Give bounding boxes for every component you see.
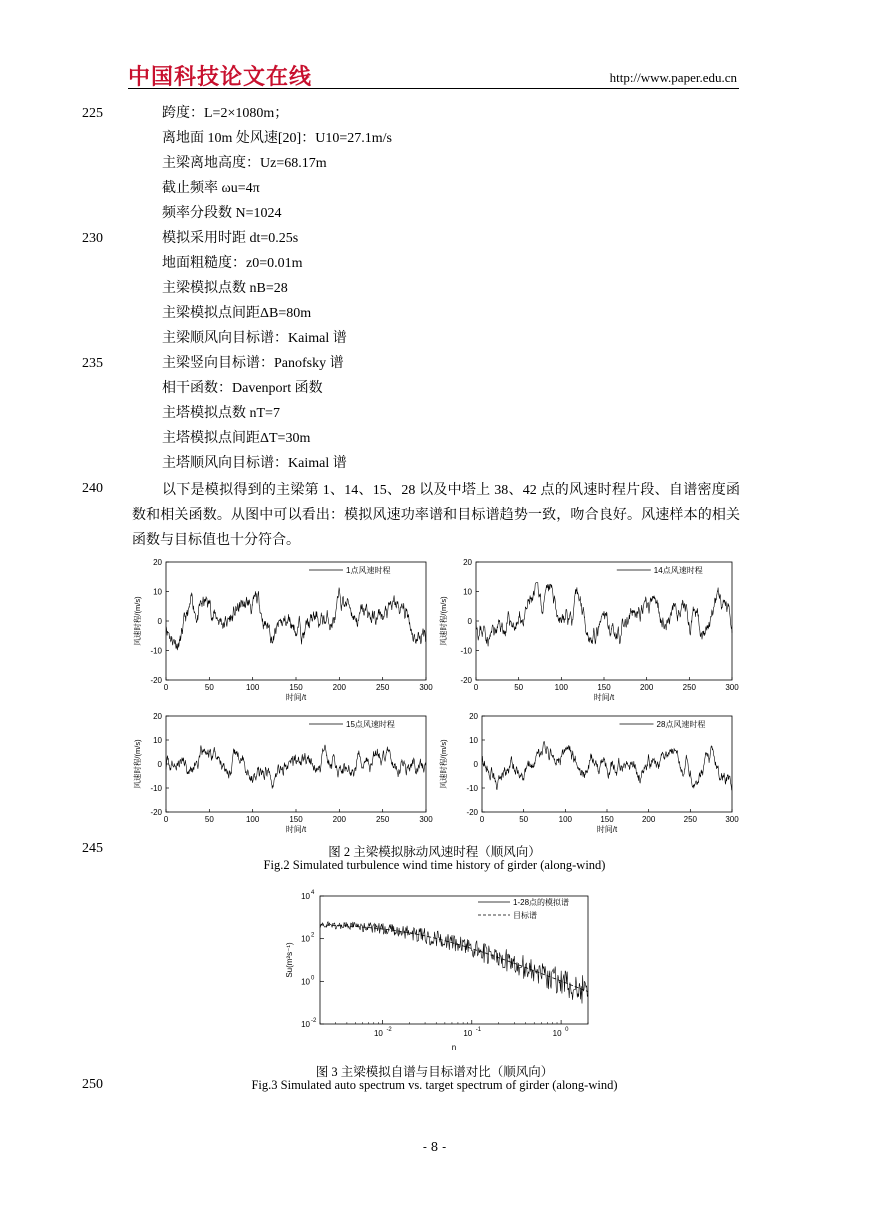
x-axis-label: 时间/t [593, 693, 615, 702]
x-axis-label: 时间/t [285, 693, 307, 702]
chart-wind-history-15 [128, 706, 438, 840]
series-line [482, 741, 732, 790]
x-tick-label: 50 [514, 683, 524, 692]
series-line-target [320, 925, 588, 992]
x-tick-label: 100 [245, 815, 260, 824]
x-tick-label: 100 [245, 683, 260, 692]
line-number: 225 [82, 106, 103, 121]
x-tick-label: 10 [552, 1029, 562, 1038]
x-axis-label: 时间/t [596, 825, 618, 834]
y-axis-label: 风速时程/(m/s) [439, 596, 448, 646]
param-line: 主梁竖向目标谱：Panofsky 谱 [162, 356, 344, 371]
x-tick-exponent: -2 [386, 1027, 392, 1033]
y-tick-exponent: 2 [311, 932, 315, 939]
x-tick-label: 10 [373, 1029, 383, 1038]
logo-rest-text: 科技论文在线 [174, 65, 313, 90]
x-tick-label: 150 [289, 815, 303, 824]
y-axis-label: 风速时程/(m/s) [133, 739, 142, 789]
x-tick-label: 200 [639, 683, 654, 692]
page-number: - 8 - [422, 1140, 447, 1154]
y-tick-exponent: 0 [311, 975, 315, 982]
param-line: 主梁模拟点数 nB=28 [162, 281, 288, 296]
journal-logo [128, 60, 312, 91]
header-divider [128, 88, 739, 89]
y-tick-label: 0 [467, 617, 472, 626]
param-line: 主梁离地高度：Uz=68.17m [162, 156, 327, 171]
x-tick-label: 250 [375, 815, 390, 824]
legend-label: 28点风速时程 [656, 720, 706, 729]
fig3-caption-cn: 图 3 主梁模拟自谱与目标谱对比（顺风向） [315, 1065, 554, 1079]
y-tick-label: -20 [150, 808, 162, 817]
y-tick-label: -20 [460, 676, 472, 685]
x-tick-label: 200 [641, 815, 656, 824]
x-tick-label: 10 [463, 1029, 473, 1038]
x-tick-label: 150 [597, 683, 611, 692]
param-line: 跨度：L=2×1080m； [162, 106, 289, 121]
y-tick-label: 10 [153, 587, 162, 597]
x-tick-label: 300 [725, 815, 739, 824]
y-tick-label: 10 [469, 736, 478, 745]
y-tick-label: 0 [473, 760, 478, 769]
plot-frame [320, 896, 588, 1024]
x-tick-label: 0 [479, 815, 485, 824]
y-tick-label: -10 [466, 784, 478, 793]
y-tick-label: 0 [157, 617, 162, 626]
param-line: 频率分段数 N=1024 [162, 206, 282, 221]
y-tick-label: 0 [157, 760, 162, 769]
y-tick-label: -20 [466, 808, 478, 817]
x-tick-label: 300 [419, 683, 433, 692]
plot-frame [476, 562, 732, 680]
legend-label-target: 目标谱 [513, 911, 537, 920]
chart-auto-spectrum [270, 882, 610, 1058]
x-tick-label: 50 [204, 815, 214, 824]
legend-label: 1点风速时程 [346, 566, 391, 575]
legend-label: 14点风速时程 [653, 566, 703, 575]
y-tick-label: -10 [150, 784, 162, 793]
chart-wind-history-1 [128, 552, 438, 707]
x-tick-label: 0 [163, 815, 169, 824]
fig2-caption-en: Fig.2 Simulated turbulence wind time history of girder (along-wind) [263, 858, 606, 872]
param-line: 地面粗糙度：z0=0.01m [162, 256, 303, 271]
chart-wind-history-14 [434, 552, 744, 707]
param-line: 主塔顺风向目标谱：Kaimal 谱 [162, 456, 347, 471]
x-axis-label: n [451, 1043, 457, 1052]
fig2-caption-cn: 图 2 主梁模拟脉动风速时程（顺风向） [328, 845, 541, 859]
x-tick-exponent: 0 [565, 1027, 569, 1033]
series-line-simulated [320, 922, 588, 1004]
y-tick-label: 20 [469, 712, 478, 721]
y-tick-exponent: -2 [311, 1018, 317, 1024]
fig3-caption-en: Fig.3 Simulated auto spectrum vs. target spectrum of girder (along-wind) [251, 1078, 618, 1092]
y-tick-label: 10 [301, 934, 310, 944]
logo-red-text: 中国 [128, 65, 175, 90]
series-line [166, 588, 426, 650]
param-line: 主梁顺风向目标谱：Kaimal 谱 [162, 331, 347, 346]
x-axis-label: 时间/t [285, 825, 307, 834]
y-tick-label: 20 [463, 558, 472, 567]
y-tick-label: 10 [301, 977, 310, 987]
y-tick-label: 10 [463, 587, 472, 597]
y-axis-label: Su(m²s⁻¹) [285, 942, 294, 978]
y-tick-label: 20 [153, 558, 162, 567]
chart-wind-history-28 [434, 706, 744, 840]
param-line: 主塔模拟点间距ΔT=30m [162, 431, 311, 446]
param-line: 主梁模拟点间距ΔB=80m [162, 306, 312, 321]
x-tick-label: 100 [554, 683, 569, 692]
x-tick-exponent: -1 [475, 1027, 482, 1033]
y-tick-label: 20 [153, 712, 162, 721]
x-tick-label: 250 [683, 815, 698, 824]
y-tick-label: 10 [301, 892, 310, 901]
legend-label: 15点风速时程 [346, 720, 395, 729]
x-tick-label: 200 [332, 815, 347, 824]
param-line: 相干函数：Davenport 函数 [162, 381, 323, 396]
x-tick-label: 50 [519, 815, 529, 824]
legend-label-simulated: 1-28点的模拟谱 [513, 898, 570, 907]
x-tick-label: 300 [725, 683, 739, 692]
line-number: 245 [82, 841, 103, 856]
line-number: 240 [82, 481, 103, 496]
body-paragraph: 以下是模拟得到的主梁第 1、14、15、28 以及中塔上 38、42 点的风速时程片段、自谱密度函数和相关函数。从图中可以看出：模拟风速功率谱和目标谱趋势一致，吻合良好。风速样本的相关函数与目标值也十分符合。 [132, 483, 740, 548]
plot-frame [166, 716, 426, 812]
plot-frame [482, 716, 732, 812]
y-tick-label: -10 [150, 646, 162, 656]
x-tick-label: 100 [558, 815, 573, 824]
x-tick-label: 250 [375, 683, 390, 692]
series-line [166, 745, 426, 789]
y-tick-label: 10 [301, 1020, 310, 1029]
line-number: 250 [82, 1077, 103, 1092]
y-axis-label: 风速时程/(m/s) [439, 739, 448, 789]
line-number: 235 [82, 356, 103, 371]
plot-frame [166, 562, 426, 680]
header-url: http://www.paper.edu.cn [609, 70, 737, 85]
x-tick-label: 150 [289, 683, 303, 692]
param-line: 截止频率 ωu=4π [162, 181, 260, 196]
param-line: 离地面 10m 处风速[20]：U10=27.1m/s [162, 131, 392, 146]
x-tick-label: 250 [682, 683, 697, 692]
x-tick-label: 150 [600, 815, 614, 824]
param-line: 主塔模拟点数 nT=7 [162, 406, 280, 421]
x-tick-label: 0 [473, 683, 479, 692]
series-line [476, 583, 732, 647]
y-tick-label: 10 [153, 736, 162, 745]
y-tick-exponent: 4 [311, 890, 315, 896]
line-number: 230 [82, 231, 103, 246]
param-line: 模拟采用时距 dt=0.25s [162, 231, 299, 246]
x-tick-label: 50 [204, 683, 214, 692]
y-tick-label: -20 [150, 676, 162, 685]
y-axis-label: 风速时程/(m/s) [133, 596, 142, 646]
x-tick-label: 200 [332, 683, 347, 692]
x-tick-label: 300 [419, 815, 433, 824]
x-tick-label: 0 [163, 683, 169, 692]
y-tick-label: -10 [460, 646, 472, 656]
